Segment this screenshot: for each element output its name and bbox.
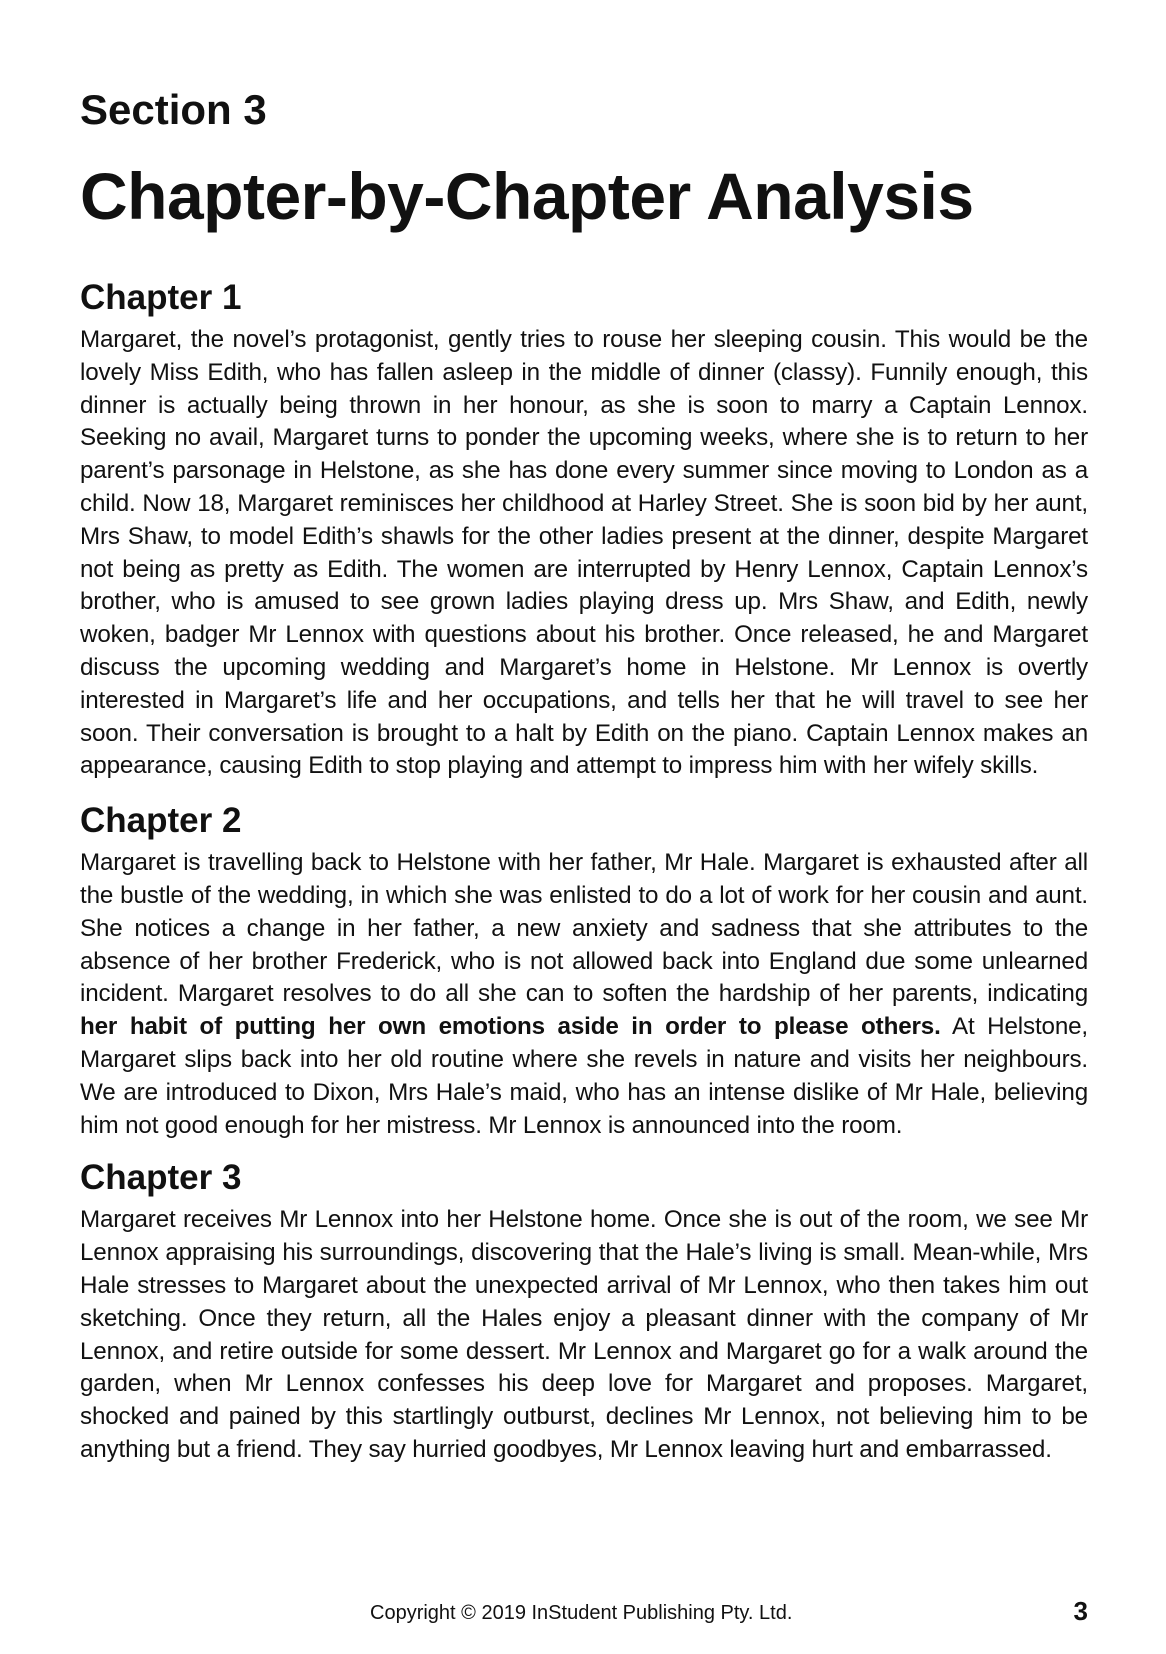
chapter-3-body: Margaret receives Mr Lennox into her Helstone home. Once she is out of the room, we see Mr Lennox appraising his surroundings, discovering that the Hale’s living is small. Mean-while, Mrs Hale stresses to Margaret about the unexpected arrival of Mr Lennox, who then takes him out sketching. Once they return, all the Hales enjoy a pleasant dinner with the company of Mr Lennox, and retire outside for some dessert. Mr Lennox and Margaret go for a walk around the garden, when Mr Lennox confesses his deep love for Margaret and proposes. Margaret, shocked and pained by this startlingly outburst, declines Mr Lennox, not believing him to be anything but a friend. They say hurried goodbyes, Mr Lennox leaving hurt and embarrassed. (80, 1206, 1088, 1463)
chapter-1-body: Margaret, the novel’s protagonist, gently tries to rouse her sleeping cousin. This would be the lovely Miss Edith, who has fallen asleep in the middle of dinner (classy). Funnily enough, this dinner is actually being thrown in her honour, as she is soon to marry a Captain Lennox. Seeking no avail, Margaret turns to ponder the upcoming weeks, where she is to return to her parent’s parsonage in Helstone, as she has done every summer since moving to London as a child. Now 18, Margaret reminisces her childhood at Harley Street. She is soon bid by her aunt, Mrs Shaw, to model Edith’s shawls for the other ladies present at the dinner, despite Margaret not being as pretty as Edith. The women are interrupted by Henry Lennox, Captain Lennox’s brother, who is amused to see grown ladies playing dress up. Mrs Shaw, and Edith, newly woken, badger Mr Lennox with questions about his brother. Once released, he and Margaret discuss the upcoming wedding and Margaret’s home in Helstone. Mr Lennox is overtly interested in Margaret’s life and her occupations, and tells her that he will travel to see her soon. Their conversation is brought to a halt by Edith on the piano. Captain Lennox makes an appearance, causing Edith to stop playing and attempt to impress him with her wifely skills. (80, 326, 1088, 780)
chapter-1-heading: Chapter 1 (80, 278, 242, 317)
chapter-2-heading: Chapter 2 (80, 801, 242, 841)
page-footer (0, 1596, 1166, 1630)
chapter-2-body-text-end: At Helstone, Margaret slips back into her old routine where she revels in nature and visits her neighbours. We are introduced to Dixon, Mrs Hale’s maid, who has an intense dislike of Mr Hale, believing him not good enough for her mistress. Mr Lennox is announced into the room. (80, 1013, 1088, 1139)
page-number: 3 (1073, 1596, 1088, 1626)
chapter-3-heading: Chapter 3 (80, 1158, 242, 1198)
chapter-2-emphasis: her habit of putting her own emotions aside in order to please others. (80, 1013, 941, 1041)
chapter-1-section (80, 272, 1088, 783)
chapter-2-body-text-start: Margaret is travelling back to Helstone with her father, Mr Hale. Margaret is exhausted after all the bustle of the wedding, in which she was enlisted to do a lot of work for her cousin and aunt. She notices a change in her father, a new anxiety and sadness that she attributes to the absence of her brother Frederick, who is not allowed back into England due some unlearned incident. Margaret resolves to do all she can to soften the hardship of her parents, indicating (80, 849, 1088, 1008)
page-title: Chapter-by-Chapter Analysis (80, 159, 974, 233)
chapter-2-body (80, 847, 1088, 1142)
copyright-notice: Copyright © 2019 InStudent Publishing Pty. Ltd. (370, 1602, 793, 1624)
chapter-3-section (80, 1152, 1088, 1466)
section-label: Section 3 (80, 86, 267, 133)
document-page (80, 78, 1088, 1467)
chapter-2-section (80, 795, 1088, 1142)
